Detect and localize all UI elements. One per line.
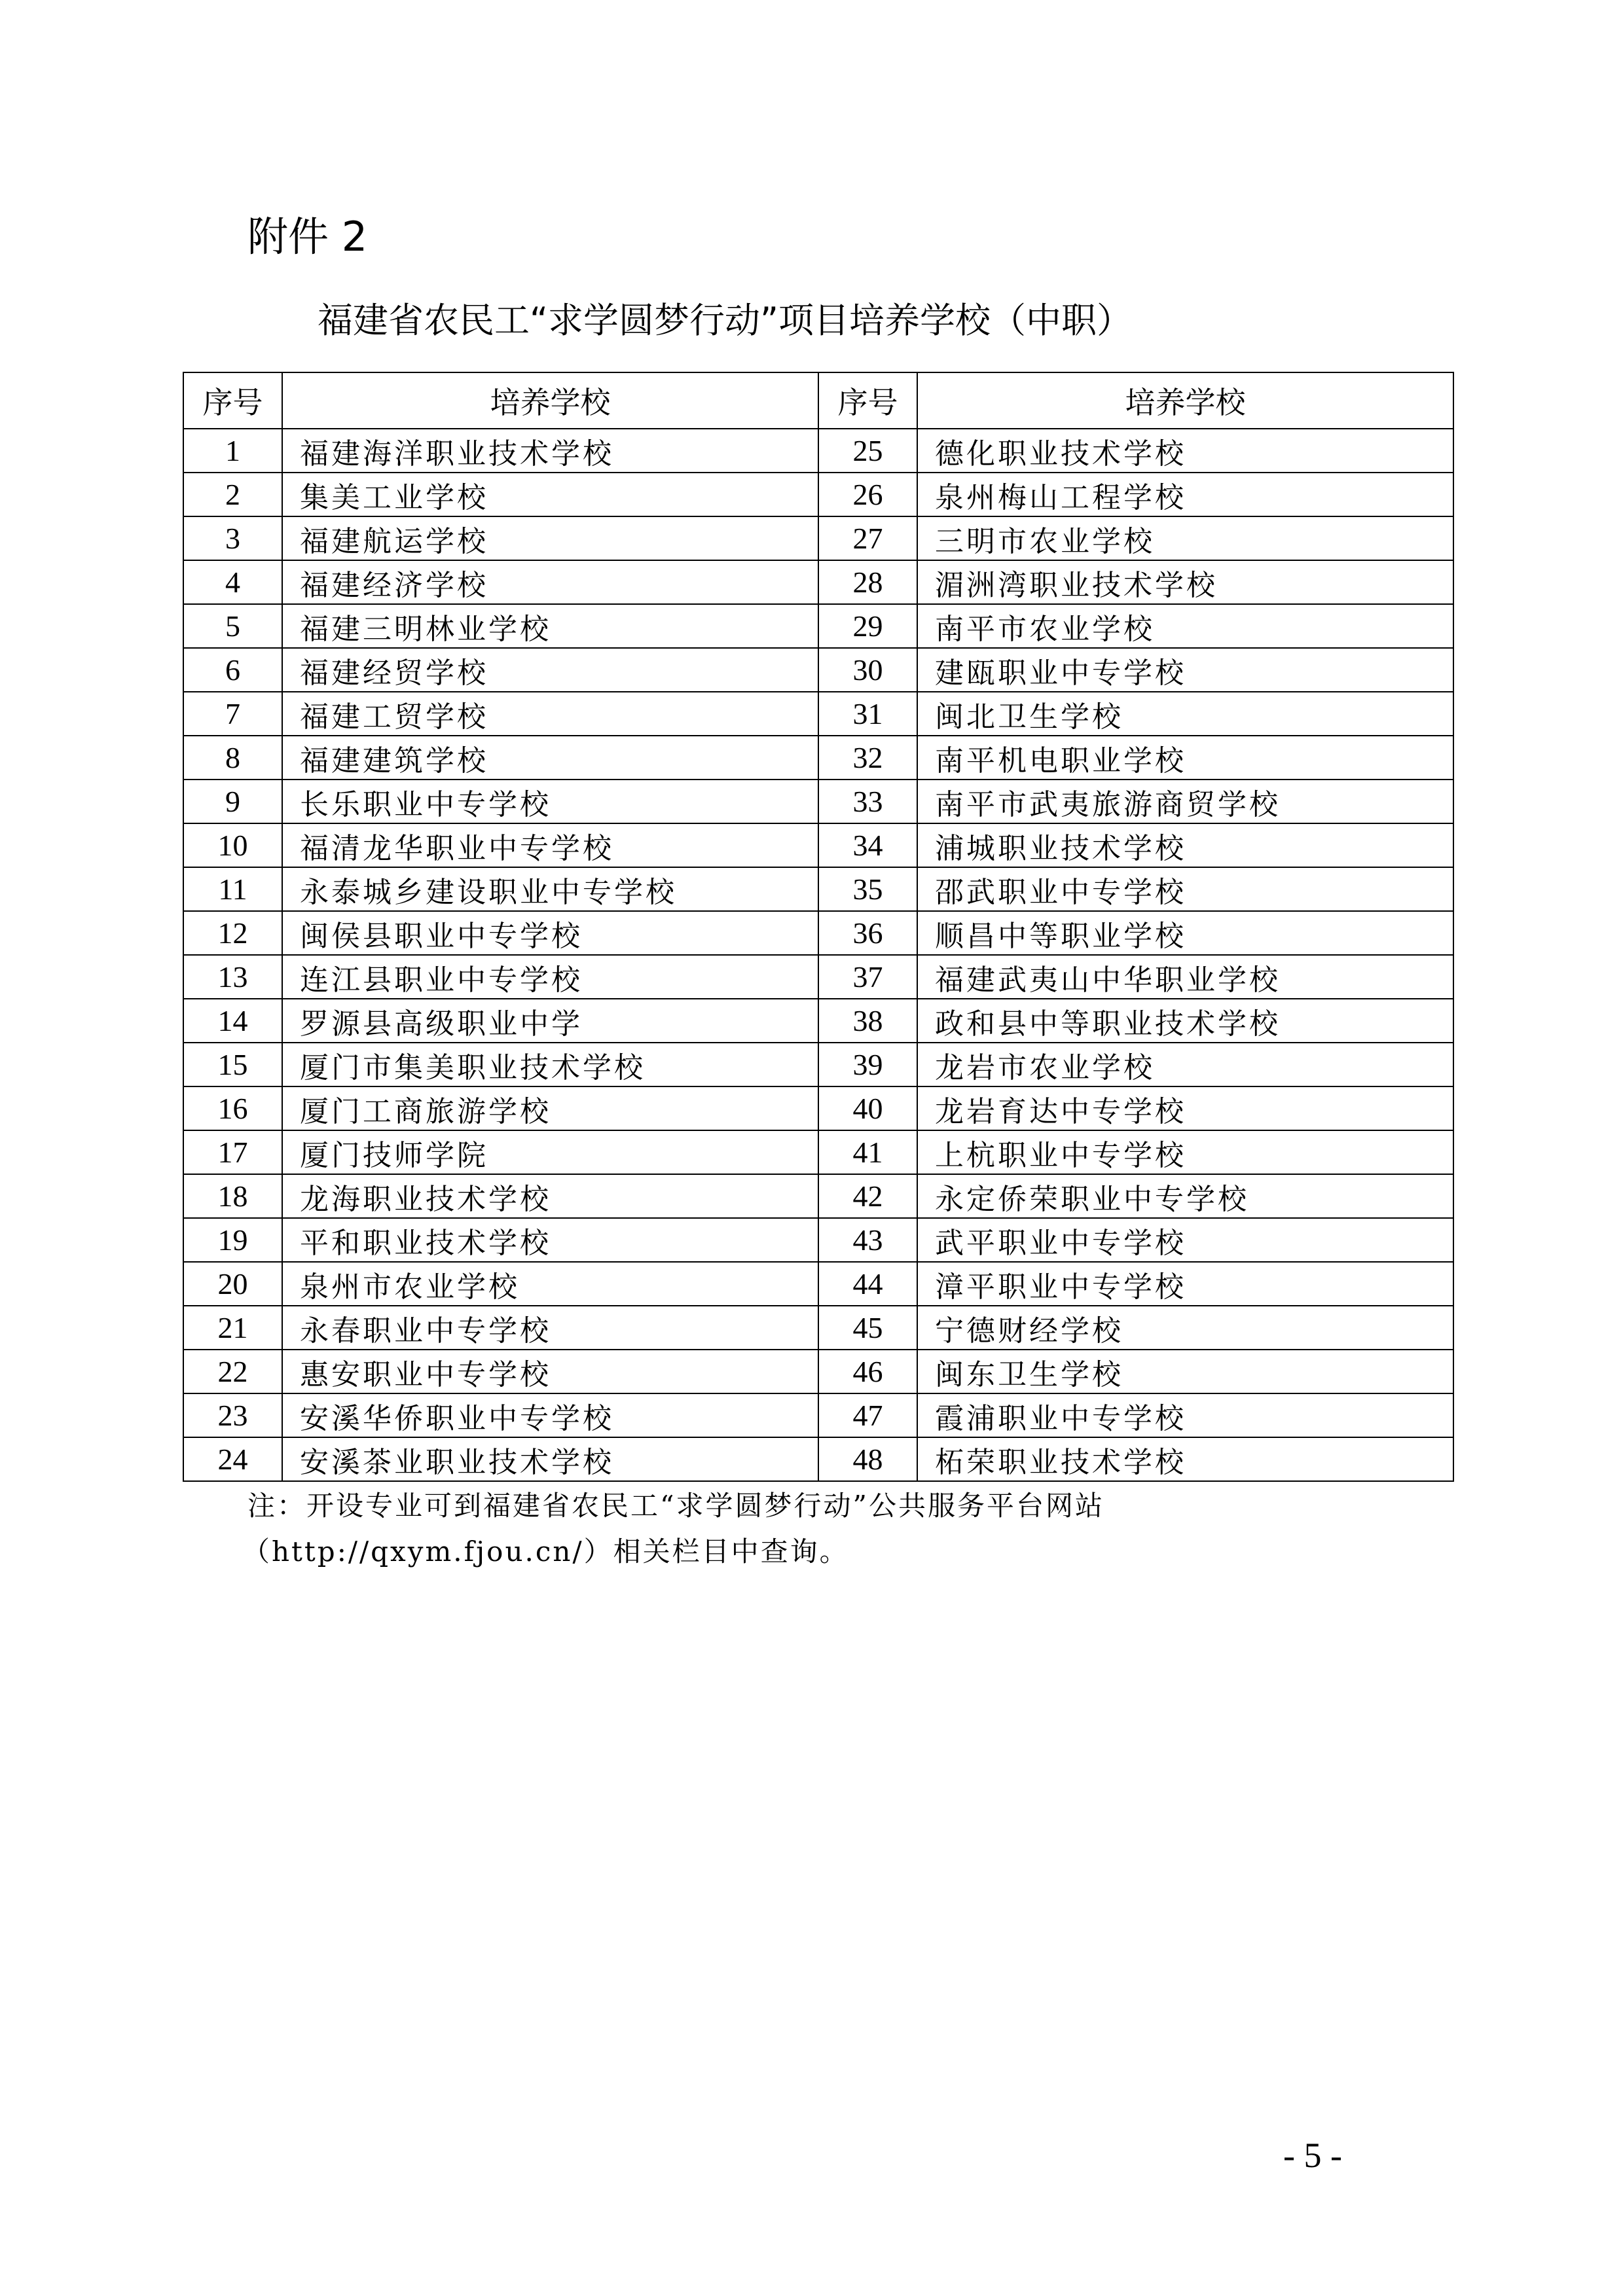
table-row [183, 1043, 1453, 1086]
school-name-cell: 安溪华侨职业中专学校 [282, 1393, 818, 1437]
row-number-cell: 5 [183, 604, 282, 648]
school-name-cell: 永春职业中专学校 [282, 1306, 818, 1350]
table-row [183, 1086, 1453, 1130]
row-number-cell: 33 [818, 780, 917, 823]
row-number-cell: 47 [818, 1393, 917, 1437]
school-name-cell: 长乐职业中专学校 [282, 780, 818, 823]
row-number-cell: 37 [818, 955, 917, 999]
row-number-cell: 7 [183, 692, 282, 736]
row-number-cell: 42 [818, 1174, 917, 1218]
table-row [183, 648, 1453, 692]
column-header-number: 序号 [183, 372, 282, 429]
row-number-cell: 46 [818, 1350, 917, 1393]
row-number-cell: 3 [183, 516, 282, 560]
table-row [183, 780, 1453, 823]
table-row [183, 604, 1453, 648]
row-number-cell: 29 [818, 604, 917, 648]
row-number-cell: 4 [183, 560, 282, 604]
school-name-cell: 平和职业技术学校 [282, 1218, 818, 1262]
school-name-cell: 安溪茶业职业技术学校 [282, 1437, 818, 1481]
school-name-cell: 邵武职业中专学校 [917, 867, 1453, 911]
school-name-cell: 龙海职业技术学校 [282, 1174, 818, 1218]
school-name-cell: 福清龙华职业中专学校 [282, 823, 818, 867]
table-row [183, 1174, 1453, 1218]
column-header-school: 培养学校 [282, 372, 818, 429]
school-name-cell: 泉州梅山工程学校 [917, 473, 1453, 516]
column-header-number: 序号 [818, 372, 917, 429]
table-row [183, 1218, 1453, 1262]
school-name-cell: 龙岩育达中专学校 [917, 1086, 1453, 1130]
row-number-cell: 34 [818, 823, 917, 867]
table-body [183, 429, 1453, 1481]
page-number: - 5 - [1283, 2136, 1342, 2175]
row-number-cell: 28 [818, 560, 917, 604]
table-row [183, 1393, 1453, 1437]
row-number-cell: 44 [818, 1262, 917, 1306]
school-name-cell: 闽侯县职业中专学校 [282, 911, 818, 955]
row-number-cell: 17 [183, 1130, 282, 1174]
table-row [183, 823, 1453, 867]
row-number-cell: 27 [818, 516, 917, 560]
table-row [183, 911, 1453, 955]
note-line-1: 注：开设专业可到福建省农民工“求学圆梦行动”公共服务平台网站 [247, 1490, 1104, 1522]
row-number-cell: 9 [183, 780, 282, 823]
row-number-cell: 23 [183, 1393, 282, 1437]
school-name-cell: 德化职业技术学校 [917, 429, 1453, 473]
row-number-cell: 22 [183, 1350, 282, 1393]
school-name-cell: 漳平职业中专学校 [917, 1262, 1453, 1306]
row-number-cell: 36 [818, 911, 917, 955]
table-row [183, 560, 1453, 604]
column-header-school: 培养学校 [917, 372, 1453, 429]
row-number-cell: 35 [818, 867, 917, 911]
row-number-cell: 40 [818, 1086, 917, 1130]
row-number-cell: 25 [818, 429, 917, 473]
school-name-cell: 龙岩市农业学校 [917, 1043, 1453, 1086]
school-name-cell: 柘荣职业技术学校 [917, 1437, 1453, 1481]
row-number-cell: 45 [818, 1306, 917, 1350]
school-name-cell: 福建海洋职业技术学校 [282, 429, 818, 473]
school-name-cell: 霞浦职业中专学校 [917, 1393, 1453, 1437]
row-number-cell: 18 [183, 1174, 282, 1218]
school-name-cell: 上杭职业中专学校 [917, 1130, 1453, 1174]
row-number-cell: 16 [183, 1086, 282, 1130]
school-name-cell: 泉州市农业学校 [282, 1262, 818, 1306]
school-name-cell: 建瓯职业中专学校 [917, 648, 1453, 692]
table-row [183, 867, 1453, 911]
table-row [183, 516, 1453, 560]
school-name-cell: 厦门工商旅游学校 [282, 1086, 818, 1130]
school-name-cell: 南平市农业学校 [917, 604, 1453, 648]
school-name-cell: 福建航运学校 [282, 516, 818, 560]
table-row [183, 1437, 1453, 1481]
school-name-cell: 顺昌中等职业学校 [917, 911, 1453, 955]
row-number-cell: 32 [818, 736, 917, 780]
school-name-cell: 厦门市集美职业技术学校 [282, 1043, 818, 1086]
table-row [183, 999, 1453, 1043]
attachment-label: 附件 2 [247, 213, 368, 260]
school-name-cell: 集美工业学校 [282, 473, 818, 516]
school-name-cell: 永泰城乡建设职业中专学校 [282, 867, 818, 911]
row-number-cell: 8 [183, 736, 282, 780]
table-row [183, 473, 1453, 516]
table-row [183, 692, 1453, 736]
school-name-cell: 厦门技师学院 [282, 1130, 818, 1174]
row-number-cell: 38 [818, 999, 917, 1043]
school-name-cell: 闽北卫生学校 [917, 692, 1453, 736]
row-number-cell: 1 [183, 429, 282, 473]
table-row [183, 1262, 1453, 1306]
row-number-cell: 11 [183, 867, 282, 911]
school-name-cell: 南平机电职业学校 [917, 736, 1453, 780]
school-name-cell: 福建建筑学校 [282, 736, 818, 780]
row-number-cell: 13 [183, 955, 282, 999]
row-number-cell: 6 [183, 648, 282, 692]
row-number-cell: 20 [183, 1262, 282, 1306]
table-row [183, 1350, 1453, 1393]
school-name-cell: 福建三明林业学校 [282, 604, 818, 648]
table-row [183, 955, 1453, 999]
school-name-cell: 福建武夷山中华职业学校 [917, 955, 1453, 999]
school-name-cell: 宁德财经学校 [917, 1306, 1453, 1350]
table-row [183, 1130, 1453, 1174]
row-number-cell: 21 [183, 1306, 282, 1350]
row-number-cell: 14 [183, 999, 282, 1043]
row-number-cell: 30 [818, 648, 917, 692]
table-row [183, 1306, 1453, 1350]
row-number-cell: 43 [818, 1218, 917, 1262]
school-name-cell: 三明市农业学校 [917, 516, 1453, 560]
school-name-cell: 连江县职业中专学校 [282, 955, 818, 999]
school-name-cell: 政和县中等职业技术学校 [917, 999, 1453, 1043]
school-name-cell: 永定侨荣职业中专学校 [917, 1174, 1453, 1218]
school-name-cell: 福建工贸学校 [282, 692, 818, 736]
row-number-cell: 31 [818, 692, 917, 736]
school-name-cell: 罗源县高级职业中学 [282, 999, 818, 1043]
school-name-cell: 福建经贸学校 [282, 648, 818, 692]
document-title: 福建省农民工“求学圆梦行动”项目培养学校（中职） [318, 300, 1132, 341]
row-number-cell: 19 [183, 1218, 282, 1262]
row-number-cell: 48 [818, 1437, 917, 1481]
row-number-cell: 12 [183, 911, 282, 955]
row-number-cell: 10 [183, 823, 282, 867]
school-name-cell: 浦城职业技术学校 [917, 823, 1453, 867]
school-name-cell: 福建经济学校 [282, 560, 818, 604]
school-name-cell: 南平市武夷旅游商贸学校 [917, 780, 1453, 823]
school-name-cell: 惠安职业中专学校 [282, 1350, 818, 1393]
school-table [183, 372, 1454, 1482]
school-name-cell: 湄洲湾职业技术学校 [917, 560, 1453, 604]
table-row [183, 736, 1453, 780]
row-number-cell: 24 [183, 1437, 282, 1481]
row-number-cell: 15 [183, 1043, 282, 1086]
school-name-cell: 武平职业中专学校 [917, 1218, 1453, 1262]
row-number-cell: 2 [183, 473, 282, 516]
table-row [183, 429, 1453, 473]
row-number-cell: 26 [818, 473, 917, 516]
row-number-cell: 39 [818, 1043, 917, 1086]
school-name-cell: 闽东卫生学校 [917, 1350, 1453, 1393]
table-header-row [183, 372, 1453, 429]
note-line-2: （http://qxym.fjou.cn/）相关栏目中查询。 [242, 1535, 849, 1568]
row-number-cell: 41 [818, 1130, 917, 1174]
